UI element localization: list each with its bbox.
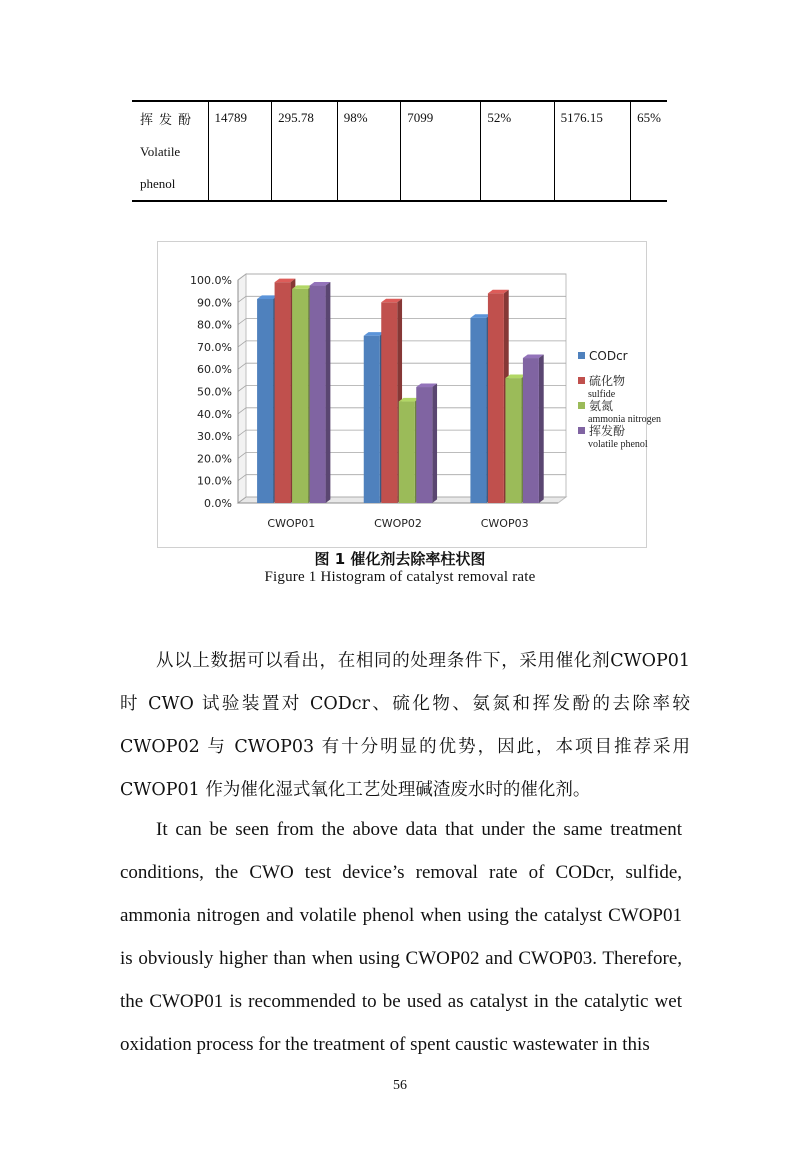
legend-label-en: ammonia nitrogen <box>588 414 662 425</box>
legend-swatch <box>578 377 585 384</box>
bar <box>523 358 539 503</box>
legend-label: CODcr <box>589 349 628 363</box>
x-tick-label: CWOP02 <box>374 517 422 530</box>
bar <box>381 302 397 503</box>
y-tick-label: 70.0% <box>197 340 232 354</box>
table-cell: 5176.15 <box>554 101 631 201</box>
legend-label-en: sulfide <box>588 389 616 400</box>
y-tick-label: 100.0% <box>190 274 232 287</box>
x-tick-label: CWOP03 <box>480 517 529 530</box>
table-cell: 295.78 <box>272 101 338 201</box>
bar <box>257 299 273 503</box>
bar-side <box>432 383 437 503</box>
legend-swatch <box>578 352 585 359</box>
y-tick-label: 60.0% <box>197 363 232 377</box>
legend-swatch <box>578 427 585 434</box>
bar <box>505 378 521 503</box>
legend-swatch <box>578 402 585 409</box>
data-table <box>132 100 667 202</box>
table-cell: 65% <box>631 101 667 201</box>
paragraph-zh: 从以上数据可以看出，在相同的处理条件下，采用催化剂CWOP01 时 CWO 试验装置对 CODcr、硫化物、氨氮和挥发酚的去除率较 CWOP02 与 CWOP03 有十分明显的优势，因此，本项目推荐采用 CWOP01 作为催化湿式氧化工艺处理碱渣废水时的催化剂。 <box>120 651 690 800</box>
legend-label-en: volatile phenol <box>588 439 648 450</box>
table-cell: 98% <box>337 101 400 201</box>
table-row <box>132 101 667 201</box>
bar <box>292 289 308 503</box>
bar <box>275 282 291 503</box>
bar <box>470 318 486 503</box>
legend-label: 挥发酚 <box>589 424 626 438</box>
row-label-en-2: phenol <box>140 176 176 191</box>
y-tick-label: 0.0% <box>204 497 232 510</box>
x-tick-label: CWOP01 <box>267 517 316 530</box>
legend-label: 硫化物 <box>589 374 626 388</box>
bar <box>399 402 415 503</box>
y-tick-label: 10.0% <box>197 474 232 488</box>
row-label-en-1: Volatile <box>140 144 181 159</box>
bar-side <box>326 282 331 503</box>
row-label-cell <box>132 101 208 201</box>
figure-caption-en: Figure 1 Histogram of catalyst removal rate <box>264 569 536 585</box>
table-cell: 14789 <box>208 101 272 201</box>
legend-label: 氨氮 <box>589 399 614 413</box>
bar <box>416 387 432 503</box>
bar <box>488 293 504 503</box>
chart-frame <box>157 241 662 548</box>
y-tick-label: 40.0% <box>197 407 232 421</box>
y-tick-label: 30.0% <box>197 430 232 444</box>
bar <box>310 286 326 503</box>
table-cell: 52% <box>481 101 554 201</box>
y-tick-label: 50.0% <box>197 385 232 399</box>
paragraph-en: It can be seen from the above data that under the same treatment conditions, the CWO test device’s removal rate of CODcr, sulfide, ammonia nitrogen and volatile phenol when using the catalyst CWOP01 is obviously higher than when using CWOP02 and CWOP03. Therefore, the CWOP01 is recommended to be used as catalyst in the catalytic wet oxidation process for the treatment of spent caustic wastewater in this <box>120 819 682 1055</box>
y-tick-label: 90.0% <box>197 296 232 310</box>
figure-caption-zh: 图 1 催化剂去除率柱状图 <box>314 550 486 568</box>
page-number: 56 <box>393 1078 407 1093</box>
table-cell: 7099 <box>401 101 481 201</box>
bar-side <box>539 354 544 503</box>
bar <box>364 336 380 503</box>
y-tick-label: 20.0% <box>197 452 232 466</box>
y-tick-label: 80.0% <box>197 318 232 332</box>
row-label-zh: 挥发酚 <box>140 112 198 127</box>
bar-chart <box>158 242 662 547</box>
